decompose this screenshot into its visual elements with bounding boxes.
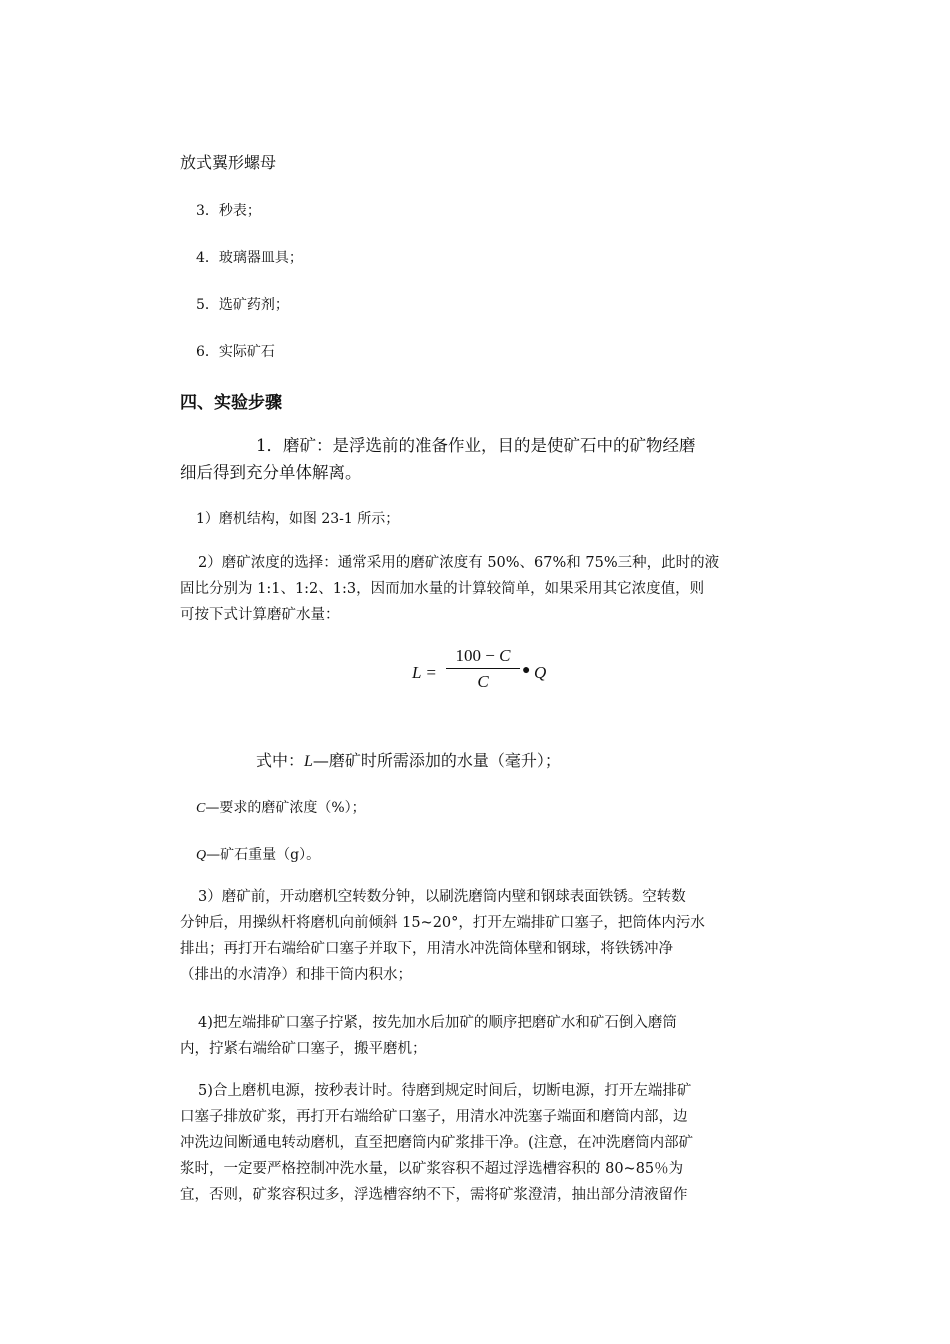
formula-denominator: C: [477, 672, 489, 692]
water-formula: [412, 646, 552, 702]
formula-rhs: Q: [534, 663, 547, 682]
substep-5-line1: 5)合上磨机电源，按秒表计时。待磨到规定时间后，切断电源，打开左端排矿: [198, 1083, 692, 1099]
multiply-dot: ●: [522, 663, 531, 678]
where-line: 式中：L—磨矿时所需添加的水量（毫升）；: [256, 751, 561, 770]
formula-fraction: [446, 646, 520, 692]
definition-q: Q—矿石重量（g）。: [196, 847, 321, 863]
formula-numerator: 100 − C: [455, 646, 511, 665]
substep-2-line3: 可按下式计算磨矿水量：: [180, 607, 340, 623]
fraction-bar: [446, 668, 520, 669]
substep-3-line2: 分钟后，用操纵杆将磨机向前倾斜 15~20°，打开左端排矿口塞子，把筒体内污水: [180, 915, 705, 931]
substep-5-line3: 冲洗边间断通电转动磨机，直至把磨筒内矿浆排干净。(注意，在冲洗磨筒内部矿: [180, 1135, 694, 1151]
step1-line2: 细后得到充分单体解离。: [180, 463, 362, 482]
list-item-5: 5．选矿药剂；: [196, 297, 289, 313]
substep-4-paragraph: [180, 1010, 772, 1062]
step1-line1: 1．磨矿：是浮选前的准备作业，目的是使矿石中的矿物经磨: [256, 436, 696, 455]
list-item-3: 3．秒表；: [196, 203, 261, 219]
substep-3-paragraph: [180, 884, 772, 988]
substep-2-line2: 固比分别为 1:1、1:2、1:3，因而加水量的计算较简单，如果采用其它浓度值，则: [180, 581, 705, 597]
continued-text: 放式翼形螺母: [180, 153, 277, 172]
substep-2-line1: 2）磨矿浓度的选择：通常采用的磨矿浓度有 50%、67%和 75%三种，此时的液: [198, 555, 720, 571]
substep-1: 1）磨机结构，如图 23-1 所示；: [196, 511, 400, 527]
definition-c: C—要求的磨矿浓度（%）；: [196, 800, 366, 816]
list-item-6: 6．实际矿石: [196, 344, 275, 360]
substep-4-line1: 4)把左端排矿口塞子拧紧，按先加水后加矿的顺序把磨矿水和矿石倒入磨筒: [198, 1015, 677, 1031]
section-heading: 四、实验步骤: [180, 393, 282, 413]
substep-4-line2: 内，拧紧右端给矿口塞子，搬平磨机；: [180, 1041, 427, 1057]
substep-5-paragraph: [180, 1078, 772, 1208]
substep-5-line5: 宜，否则，矿浆容积过多，浮选槽容纳不下，需将矿浆澄清，抽出部分清液留作: [180, 1187, 688, 1203]
substep-5-line4: 浆时，一定要严格控制冲洗水量，以矿浆容积不超过浮选槽容积的 80~85％为: [180, 1161, 684, 1177]
substep-3-line4: （排出的水清净）和排干筒内积水；: [180, 967, 412, 983]
list-item-4: 4．玻璃器皿具；: [196, 250, 303, 266]
substep-5-line2: 口塞子排放矿浆，再打开右端给矿口塞子，用清水冲洗塞子端面和磨筒内部，边: [180, 1109, 688, 1125]
substep-3-line1: 3）磨矿前，开动磨机空转数分钟，以刷洗磨筒内壁和钢球表面铁锈。空转数: [198, 889, 686, 905]
formula-lhs: L =: [412, 663, 437, 682]
substep-2-paragraph: [180, 550, 772, 628]
substep-3-line3: 排出；再打开右端给矿口塞子并取下，用清水冲洗筒体壁和钢球，将铁锈冲净: [180, 941, 673, 957]
